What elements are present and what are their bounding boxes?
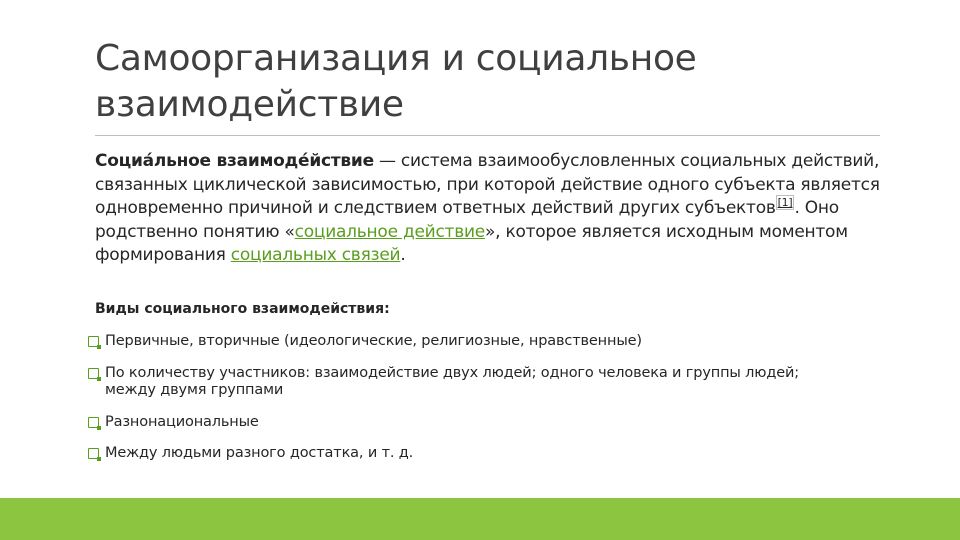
social-ties-link[interactable]: социальных связей (230, 245, 401, 265)
checkbox-bullet-icon (88, 448, 99, 459)
definition-term: Социа́льное взаимоде́йствие (95, 151, 374, 171)
types-list (88, 333, 848, 462)
list-item-text: Разнонациональные (105, 414, 259, 430)
title-line-2: взаимодействие (95, 84, 404, 125)
definition-text-1: — система взаимообусловленных социальных действий, связанных циклической зависимостью, при которой действие одного субъекта является одновременно причиной и следствием ответных действий других субъектов (95, 151, 880, 218)
list-item (88, 365, 848, 399)
footer-accent-bar (0, 498, 960, 540)
list-item (88, 445, 848, 462)
definition-text-4: . (400, 245, 406, 265)
definition-text-3: », которое является исходным моментом формирования (95, 221, 848, 265)
checkbox-bullet-icon (88, 417, 99, 428)
list-item-text: Между людьми разного достатка, и т. д. (105, 445, 414, 461)
definition-text-2: . Оно родственно понятию « (95, 198, 839, 242)
list-item (88, 414, 848, 431)
checkbox-bullet-icon (88, 368, 99, 379)
list-item (88, 333, 848, 350)
definition-paragraph (95, 150, 885, 268)
title-divider (95, 135, 880, 136)
social-action-link[interactable]: социальное действие (294, 221, 485, 242)
types-heading: Виды социального взаимодействия: (95, 301, 390, 317)
slide-title (95, 36, 875, 128)
title-line-1: Самоорганизация и социальное (95, 38, 697, 79)
list-item-text: По количеству участников: взаимодействие двух людей; одного человека и группы людей; между двумя группами (105, 365, 799, 398)
footnote-link[interactable]: [1] (777, 196, 793, 210)
list-item-text: Первичные, вторичные (идеологические, религиозные, нравственные) (105, 333, 642, 349)
checkbox-bullet-icon (88, 336, 99, 347)
